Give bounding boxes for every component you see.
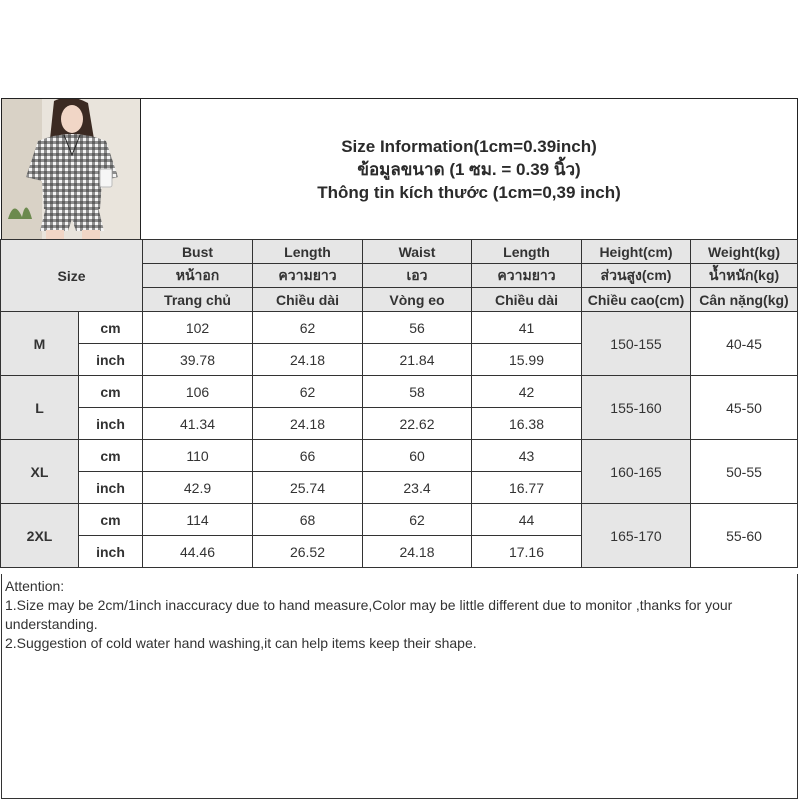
waist-cm: 62 bbox=[363, 504, 472, 536]
waist-cm: 58 bbox=[363, 376, 472, 408]
column-header-height-vi: Chiều cao(cm) bbox=[582, 288, 691, 312]
column-header-bust-thai: หน้าอก bbox=[143, 264, 253, 288]
unit-inch: inch bbox=[79, 344, 143, 376]
table-row-m-cm bbox=[1, 312, 798, 344]
weight-range: 45-50 bbox=[691, 376, 798, 440]
length-2-inch: 16.38 bbox=[472, 408, 582, 440]
bust-inch: 42.9 bbox=[143, 472, 253, 504]
length-inch: 24.18 bbox=[253, 344, 363, 376]
bust-cm: 102 bbox=[143, 312, 253, 344]
length-cm: 62 bbox=[253, 376, 363, 408]
chart-header bbox=[0, 97, 798, 241]
waist-inch: 23.4 bbox=[363, 472, 472, 504]
notes-heading: Attention: bbox=[5, 578, 65, 594]
unit-cm: cm bbox=[79, 440, 143, 472]
length-cm: 62 bbox=[253, 312, 363, 344]
length-2-cm: 42 bbox=[472, 376, 582, 408]
bust-cm: 106 bbox=[143, 376, 253, 408]
weight-range: 55-60 bbox=[691, 504, 798, 568]
length-inch: 26.52 bbox=[253, 536, 363, 568]
size-l: L bbox=[1, 376, 79, 440]
unit-inch: inch bbox=[79, 536, 143, 568]
column-header-length-vi: Chiều dài bbox=[253, 288, 363, 312]
length-2-cm: 44 bbox=[472, 504, 582, 536]
length-inch: 25.74 bbox=[253, 472, 363, 504]
height-range: 160-165 bbox=[582, 440, 691, 504]
title-vietnamese: Thông tin kích thước (1cm=0,39 inch) bbox=[317, 182, 621, 202]
height-range: 150-155 bbox=[582, 312, 691, 376]
waist-inch: 21.84 bbox=[363, 344, 472, 376]
column-header-length-thai: ความยาว bbox=[253, 264, 363, 288]
title-english: Size Information(1cm=0.39inch) bbox=[341, 136, 597, 156]
waist-inch: 24.18 bbox=[363, 536, 472, 568]
column-header-length: Length bbox=[253, 240, 363, 264]
length-inch: 24.18 bbox=[253, 408, 363, 440]
product-photo bbox=[1, 98, 141, 240]
size-information-title bbox=[141, 98, 798, 240]
column-header-waist-vi: Vòng eo bbox=[363, 288, 472, 312]
column-header-height-thai: ส่วนสูง(cm) bbox=[582, 264, 691, 288]
header-row-english bbox=[1, 240, 798, 264]
height-range: 155-160 bbox=[582, 376, 691, 440]
bust-cm: 110 bbox=[143, 440, 253, 472]
column-header-weight: Weight(kg) bbox=[691, 240, 798, 264]
length-2-cm: 41 bbox=[472, 312, 582, 344]
length-2-inch: 15.99 bbox=[472, 344, 582, 376]
unit-cm: cm bbox=[79, 504, 143, 536]
table-row-l-cm bbox=[1, 376, 798, 408]
bust-inch: 39.78 bbox=[143, 344, 253, 376]
column-header-bust-vi: Trang chủ bbox=[143, 288, 253, 312]
height-range: 165-170 bbox=[582, 504, 691, 568]
waist-cm: 60 bbox=[363, 440, 472, 472]
length-2-inch: 16.77 bbox=[472, 472, 582, 504]
note-item: 1.Size may be 2cm/1inch inaccuracy due to hand measure,Color may be little different due to monitor ,thanks for your understanding. bbox=[5, 597, 733, 632]
bust-cm: 114 bbox=[143, 504, 253, 536]
length-cm: 68 bbox=[253, 504, 363, 536]
weight-range: 50-55 bbox=[691, 440, 798, 504]
attention-notes bbox=[1, 574, 798, 799]
size-column-label: Size bbox=[1, 240, 143, 312]
unit-cm: cm bbox=[79, 376, 143, 408]
column-header-weight-thai: น้ำหนัก(kg) bbox=[691, 264, 798, 288]
unit-inch: inch bbox=[79, 408, 143, 440]
size-2xl: 2XL bbox=[1, 504, 79, 568]
waist-cm: 56 bbox=[363, 312, 472, 344]
table-row-xl-cm bbox=[1, 440, 798, 472]
table-row-2xl-cm bbox=[1, 504, 798, 536]
length-cm: 66 bbox=[253, 440, 363, 472]
title-thai: ข้อมูลขนาด (1 ซม. = 0.39 นิ้ว) bbox=[357, 159, 581, 179]
bust-inch: 41.34 bbox=[143, 408, 253, 440]
unit-cm: cm bbox=[79, 312, 143, 344]
size-table bbox=[0, 239, 798, 568]
bust-inch: 44.46 bbox=[143, 536, 253, 568]
note-item: 2.Suggestion of cold water hand washing,it can help items keep their shape. bbox=[5, 635, 477, 651]
column-header-weight-vi: Cân nặng(kg) bbox=[691, 288, 798, 312]
column-header-bust: Bust bbox=[143, 240, 253, 264]
column-header-length-2: Length bbox=[472, 240, 582, 264]
column-header-length-2-vi: Chiều dài bbox=[472, 288, 582, 312]
unit-inch: inch bbox=[79, 472, 143, 504]
column-header-length-2-thai: ความยาว bbox=[472, 264, 582, 288]
length-2-inch: 17.16 bbox=[472, 536, 582, 568]
size-m: M bbox=[1, 312, 79, 376]
model-image bbox=[2, 99, 140, 239]
column-header-waist-thai: เอว bbox=[363, 264, 472, 288]
weight-range: 40-45 bbox=[691, 312, 798, 376]
column-header-waist: Waist bbox=[363, 240, 472, 264]
waist-inch: 22.62 bbox=[363, 408, 472, 440]
column-header-height: Height(cm) bbox=[582, 240, 691, 264]
length-2-cm: 43 bbox=[472, 440, 582, 472]
size-xl: XL bbox=[1, 440, 79, 504]
